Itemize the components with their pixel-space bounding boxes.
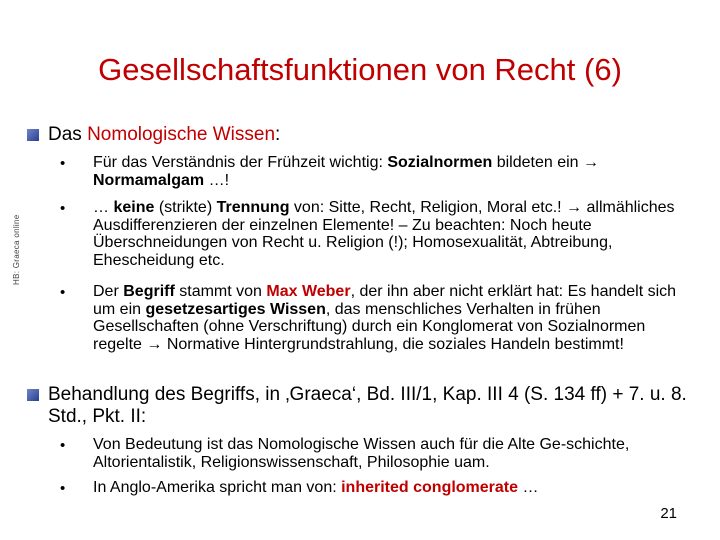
section2-item-1: Von Bedeutung ist das Nomologische Wissen auch für die Alte Ge-schichte, Altorientalistik, Religionswissenschaft, Philosophie uam. — [93, 436, 630, 471]
bullet-dot-icon: • — [60, 200, 66, 217]
section2-item-2: In Anglo-Amerika spricht man von: inherited conglomerate … — [93, 479, 539, 496]
section1-item-2: … keine (strikte) Trennung von: Sitte, Recht, Religion, Moral etc.! → allmähliches Ausdifferenzieren der einzelnen Elemente! – Zu beachten: Noch heute Überschneidungen von Recht u. Religion (!); Homosexualität, Abtreibung, Ehescheidung etc. — [93, 199, 675, 269]
section2-heading: Behandlung des Begriffs, in ‚Graeca‘, Bd. III/1, Kap. III 4 (S. 134 ff) + 7. u. 8. Std., Pkt. II: — [48, 384, 687, 427]
bullet-dot-icon: • — [60, 480, 66, 497]
bullet-dot-icon: • — [60, 155, 66, 172]
section1-item-3: Der Begriff stammt von Max Weber, der ihn aber nicht erklärt hat: Es handelt sich um ein gesetzesartiges Wissen, das menschliches Verhalten in frühen Gesellschaften (ohne Verschriftung) durch ein Konglomerat von Sozialnormen regelte → Normative Hintergrundstrahlung, die soziales Handeln bestimmt! — [93, 283, 677, 353]
side-label: HB: Graeca online — [12, 214, 21, 285]
section-bullet-icon — [27, 389, 39, 401]
section1-heading: Das Nomologische Wissen: — [48, 124, 281, 145]
section-bullet-icon — [27, 129, 39, 141]
page-number: 21 — [660, 505, 677, 522]
slide-title: Gesellschaftsfunktionen von Recht (6) — [98, 52, 622, 87]
section1-item-1: Für das Verständnis der Frühzeit wichtig: Sozialnormen bildeten ein → Normamalgam …! — [93, 154, 599, 189]
bullet-dot-icon: • — [60, 437, 66, 454]
bullet-dot-icon: • — [60, 284, 66, 301]
